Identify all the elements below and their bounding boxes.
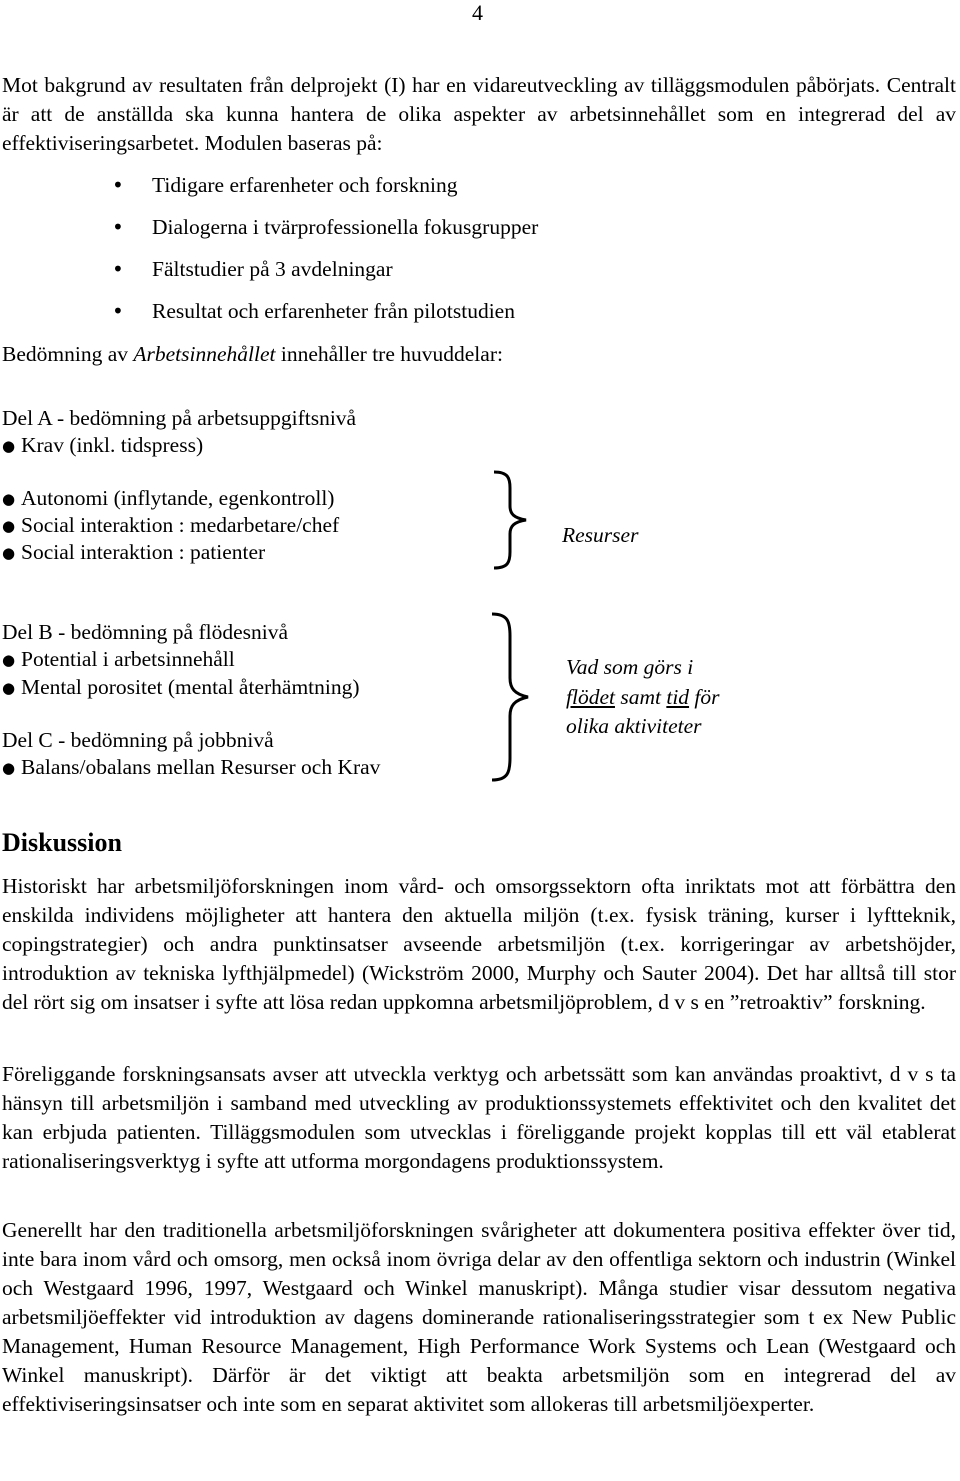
discussion-paragraph-3: Generellt har den traditionella arbetsmiljöforskningen svårigheter att dokumentera positiva effekter över tid, inte bara inom vård och omsorg, men också inom övriga delar av den offentliga sektorn och industrin (Winkel och Westgaard 1996, 1997, Westgaard och Winkel manuskript). Många studier visar dessutom negativa arbetsmiljöeffekter vid introduktion av dagens dominerande rationaliseringsstrategier som t ex New Public Management, Human Resource Management, High Performance Work Systems och Lean (Westgaard och Winkel manuskript). Därför är det viktigt att beakta arbetsmiljön som en integrerad del av effektiviseringsinsatser och inte som en separat aktivitet som allokeras till arbetsmiljöexperter. bbox=[2, 1218, 956, 1416]
bullet-icon: ● bbox=[2, 544, 16, 562]
item-text: Social interaktion : medarbetare/chef bbox=[21, 513, 340, 537]
item-text: Krav (inkl. tidspress) bbox=[21, 433, 204, 457]
list-item: • Dialogerna i tvärprofessionella fokusgrupper bbox=[112, 213, 538, 255]
part-a-item-2 bbox=[2, 484, 334, 514]
part-c-title: Del C - bedömning på jobbnivå bbox=[2, 728, 274, 752]
discussion-paragraph-2: Föreliggande forskningsansats avser att utveckla verktyg och arbetssätt som kan användas proaktivt, d v s ta hänsyn till arbetsmiljön i samband med utveckling av produktionssystemets effektivitet och den kvalitet det kan erbjuda patienten. Tilläggsmodulen som utvecklas i föreliggande projekt kopplas till ett väl etablerat rationaliseringsverktyg i syfte att utforma morgondagens produktionssystem. bbox=[2, 1062, 956, 1173]
bullet-icon: ● bbox=[2, 651, 16, 669]
list-item: • Tidigare erfarenheter och forskning bbox=[112, 171, 538, 213]
item-text: Balans/obalans mellan Resurser och Krav bbox=[21, 755, 381, 779]
assessment-emphasis: Arbetsinnehållet bbox=[133, 342, 276, 366]
bullet-icon: ● bbox=[2, 437, 16, 455]
item-text: Potential i arbetsinnehåll bbox=[21, 647, 235, 671]
flow-label-line-1: Vad som görs i bbox=[566, 655, 694, 679]
flow-underlined-word: flödet bbox=[566, 685, 615, 709]
item-text: Autonomi (inflytande, egenkontroll) bbox=[21, 486, 335, 510]
page-number: 4 bbox=[472, 0, 483, 25]
item-text: Social interaktion : patienter bbox=[21, 540, 266, 564]
part-c-item-1 bbox=[2, 753, 380, 783]
assessment-suffix: innehåller tre huvuddelar: bbox=[275, 342, 503, 366]
resources-brace-icon bbox=[490, 470, 540, 570]
part-a-item-4 bbox=[2, 538, 265, 568]
flow-label-text: samt bbox=[614, 685, 667, 709]
discussion-heading: Diskussion bbox=[2, 828, 122, 857]
flow-label-text: för bbox=[689, 685, 720, 709]
bullet-icon: ● bbox=[2, 759, 16, 777]
resources-label: Resurser bbox=[562, 523, 639, 547]
time-underlined-word: tid bbox=[666, 685, 690, 709]
list-item: • Resultat och erfarenheter från pilotstudien bbox=[112, 297, 538, 339]
part-b-item-1 bbox=[2, 645, 235, 675]
part-b-title: Del B - bedömning på flödesnivå bbox=[2, 620, 289, 644]
part-a-title: Del A - bedömning på arbetsuppgiftsnivå bbox=[2, 406, 357, 430]
assessment-prefix: Bedömning av bbox=[2, 342, 134, 366]
intro-paragraph: Mot bakgrund av resultaten från delprojekt (I) har en vidareutveckling av tilläggsmodulen påbörjats. Centralt är att de anställda ska kunna hantera de olika aspekter av arbetsinnehållet som en integrerad del av effektiviseringsarbetet. Modulen baseras på: bbox=[2, 73, 956, 155]
flow-label-line-3: olika aktiviteter bbox=[566, 714, 702, 738]
module-bases-list bbox=[112, 171, 538, 339]
assessment-sentence bbox=[2, 340, 503, 369]
flow-brace-icon bbox=[488, 612, 542, 782]
bullet-icon: ● bbox=[2, 679, 16, 697]
discussion-paragraph-1: Historiskt har arbetsmiljöforskningen inom vård- och omsorgssektorn ofta inriktats mot att förbättra den enskilda individens möjligheter att hantera den aktuella miljön (t.ex. fysisk träning, kurser i lyftteknik, copingstrategier) och andra punktinsatser avseende arbetsmiljön (t.ex. korrigeringar av arbetshöjder, introduktion av tekniska lyfthjälpmedel) (Wickström 2000, Murphy och Sauter 2004). Det har alltså till stor del rört sig om insatser i syfte att lösa redan uppkomna arbetsmiljöproblem, d v s en ”retroaktiv” forskning. bbox=[2, 874, 956, 1014]
bullet-icon: ● bbox=[2, 517, 16, 535]
list-item: • Fältstudier på 3 avdelningar bbox=[112, 255, 538, 297]
part-a-item-1 bbox=[2, 431, 203, 461]
bullet-icon: ● bbox=[2, 490, 16, 508]
part-a-item-3 bbox=[2, 511, 339, 541]
flow-label-line-2 bbox=[566, 683, 720, 712]
item-text: Mental porositet (mental återhämtning) bbox=[21, 675, 360, 699]
part-b-item-2 bbox=[2, 673, 360, 703]
